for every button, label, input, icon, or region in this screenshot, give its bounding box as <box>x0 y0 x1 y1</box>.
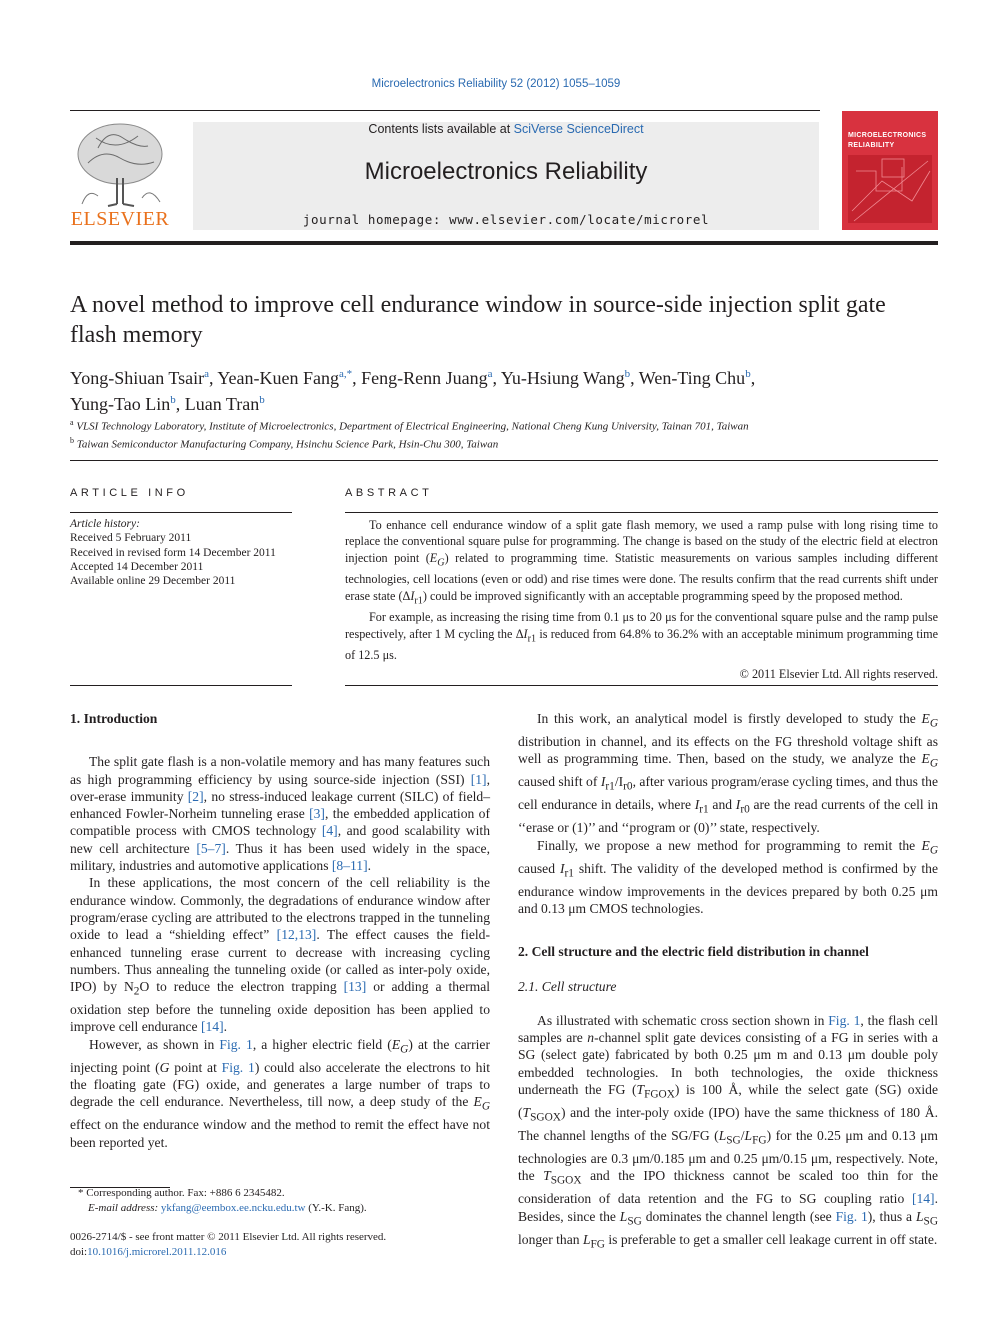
cover-title <box>848 131 934 151</box>
journal-name: Microelectronics Reliability <box>364 158 648 185</box>
section-heading: 2. Cell structure and the electric field distribution in channel <box>518 944 869 960</box>
body-paragraph: In these applications, the most concern of the cell reliability is the endurance window. Commonly, the degradations of endurance window after program/erase cycling are attributed to the electrons trapped in the tunneling oxide to lead a “shielding effect” [12,13]. The effect causes the field-enhanced tunneling erase current to decrease with increasing cycling numbers. Thus annealing the tunneling oxide (or called as inter-poly oxide, IPO) by $N_2O$ to reduce the electron trapping [13] or adding a thermal oxidation step before the tunneling oxide deposition has been applied to improve cell endurance [14]. <box>70 875 491 1035</box>
author-name: Yu-Hsiung Wang <box>500 368 625 388</box>
sciencedirect-link[interactable]: SciVerse ScienceDirect <box>513 122 644 136</box>
affiliation-text: VLSI Technology Laboratory, Institute of Microelectronics, Department of Electrical Engineering, National Cheng Kung University, Tainan 701, Taiwan <box>76 420 749 433</box>
author-name: Yong-Shiuan Tsair <box>70 368 205 388</box>
journal-citation[interactable]: Microelectronics Reliability 52 (2012) 1055–1059 <box>371 78 621 90</box>
article-title: A novel method to improve cell endurance window in source-side injection split gate flash memory <box>70 292 886 348</box>
affiliation-b <box>70 434 930 452</box>
body-paragraph: In this work, an analytical model is firstly developed to study the $E_G$ distribution in channel, and its effects on the FG threshold voltage shift as well as programming time. Then, based on the study, we analyze the $E_G$ caused shift of $I_{r1}/I_{r0}$, after various program/erase cycling times, and thus the cell endurance in details, where $I_{r1}$ and $I_{r0}$ are the read currents of the cell in ‘‘erase or (1)’’ and ‘‘program or (0)’’ state, respectively. <box>518 711 938 836</box>
abstract-bottom-rule <box>345 685 938 686</box>
elsevier-logo <box>68 118 172 230</box>
journal-cover-thumbnail[interactable] <box>842 111 938 230</box>
body-paragraph: However, as shown in Fig. 1, a higher electric field $(E_G)$ at the carrier injecting point (G point at Fig. 1) could also accelerate the electrons to hit the floating gate (FG) oxide, and generates a large number of traps to degrade the cell endurance. Nevertheless, till now, a deep study of the $E_G$ effect on the endurance window and the method to remit the effect have not been reported yet. <box>70 1036 490 1150</box>
author-affil-mark[interactable]: b <box>170 394 176 406</box>
affiliation-mark: b <box>70 435 74 445</box>
doi-line <box>70 1245 490 1260</box>
author-affil-mark[interactable]: b <box>624 368 631 380</box>
author-affil-mark[interactable]: b <box>259 394 265 406</box>
abstract-paragraph: To enhance cell endurance window of a split gate flash memory, we used a ramp pulse with long rising time to replace the conventional square pulse for programming. The change is based on the study of the electric field at electron injection point $(E_G)$ related to programming time. Statistic measurements on various samples including different technologies, cell locations (even or odd) and rise times were done. The results confirm that the read currents shift under erase state $(\Delta I_{r1})$ could be improved significantly with an acceptable programming speed by the proposed method. <box>345 518 938 607</box>
figure-link[interactable]: Fig. 1 <box>221 1059 255 1075</box>
email-label: E-mail address: <box>88 1201 159 1214</box>
contents-available-line <box>193 122 819 136</box>
page-footer <box>70 1230 490 1259</box>
body-column-left <box>70 710 490 1151</box>
author-name: Yung-Tao Lin <box>70 394 171 414</box>
citation-link[interactable]: [1] <box>470 771 487 787</box>
cover-title-line-1: MICROELECTRONICS <box>848 132 927 139</box>
affiliation-a <box>70 416 930 434</box>
body-column-right <box>518 710 938 1254</box>
footnotes <box>70 1186 490 1215</box>
abstract-body <box>345 517 938 682</box>
corresponding-author-note: * Corresponding author. Fax: +886 6 2345482. <box>78 1187 285 1199</box>
author-affil-mark[interactable]: a <box>487 368 493 380</box>
body-paragraph: As illustrated with schematic cross section shown in Fig. 1, the flash cell samples are n-channel split gate devices consisting of a FG in series with a SG (select gate) fabricated by both 0.25 μm m and 0.13 μm double poly embedded technologies. In both technologies, the oxide thickness underneath the FG $(T_{FGOX})$ is 100 Å, while the select gate (SG) oxide $(T_{SGOX})$ and the inter-poly oxide (IPO) have the same thickness of 180 Å. The channel lengths of the SG/FG $(L_{SG}/L_{FG})$ for the 0.25 μm and 0.13 μm technologies are 0.3 μm/0.185 μm and 0.25 μm/0.15 μm, respectively. Note, the $T_{SGOX}$ and the IPO thickness cannot be scaled too thin for the consideration of data retention and the FG to SG coupling ratio [14]. Besides, since the $L_{SG}$ dominates the channel length (see Fig. 1), thus a $L_{SG}$ longer than $L_{FG}$ is preferable to get a smaller cell leakage current in off state. <box>518 1012 939 1251</box>
article-info-bottom-rule <box>70 685 292 686</box>
author-affil-mark[interactable]: a,* <box>339 368 353 380</box>
header-thick-rule <box>70 241 938 245</box>
citation-link[interactable]: [3] <box>309 806 325 822</box>
history-item: Received 5 February 2011 <box>70 532 192 545</box>
author-list: Yong-Shiuan Tsair$^a$, Yean-Kuen Fang$^{a,*}$, Feng-Renn Juang$^a$, Yu-Hsiung Wang$^b$, Wen-Ting Chu$^b$, Yung-Tao Lin$^b$, Luan Tran$^b$ <box>70 368 756 414</box>
citation-link[interactable]: [12,13] <box>276 927 317 943</box>
header-top-rule <box>70 110 820 111</box>
author-affil-mark[interactable]: b <box>745 368 751 380</box>
issn-line: 0026-2714/$ - see front matter © 2011 Elsevier Ltd. All rights reserved. <box>70 1231 387 1243</box>
doi-label: doi: <box>70 1245 88 1258</box>
elsevier-tree-icon <box>68 118 172 208</box>
author-name: Yean-Kuen Fang <box>217 368 340 388</box>
section-heading: 1. Introduction <box>70 711 158 726</box>
author-name: Feng-Renn Juang <box>361 368 488 388</box>
citation-link[interactable]: [14] <box>200 1019 224 1035</box>
figure-link[interactable]: Fig. 1 <box>835 1208 868 1224</box>
citation-link[interactable]: [14] <box>911 1191 935 1207</box>
subsection-heading: 2.1. Cell structure <box>518 978 617 994</box>
abstract-heading: ABSTRACT <box>345 487 433 499</box>
figure-link[interactable]: Fig. 1 <box>219 1036 253 1052</box>
citation-link[interactable]: [13] <box>343 979 367 995</box>
figure-link[interactable]: Fig. 1 <box>828 1012 861 1028</box>
history-label: Article history: <box>70 518 140 530</box>
corresponding-text: Corresponding author. Fax: +886 6 2345482. <box>86 1187 285 1199</box>
abstract-paragraph: For example, as increasing the rising time from 0.1 μs to 20 μs for the conventional square pulse and the ramp pulse respectively, after 1 M cycling the $\Delta I_{r1}$ is reduced from 64.8% to 36.2% with an acceptable minimum programming time of 12.5 μs. <box>345 610 938 663</box>
affiliation-mark: a <box>70 418 74 427</box>
email-link[interactable]: ykfang@eembox.ee.ncku.edu.tw <box>160 1201 306 1214</box>
elsevier-wordmark: ELSEVIER <box>70 208 170 230</box>
history-item: Available online 29 December 2011 <box>70 575 236 588</box>
title-bottom-rule <box>70 460 938 461</box>
article-info-heading: ARTICLE INFO <box>70 487 189 499</box>
article-history <box>70 517 300 588</box>
history-item: Accepted 14 December 2011 <box>70 560 204 573</box>
history-item: Received in revised form 14 December 2011 <box>70 546 276 559</box>
doi-link[interactable]: 10.1016/j.microrel.2011.12.016 <box>87 1245 227 1258</box>
abstract-rule <box>345 512 938 513</box>
citation-link[interactable]: [4] <box>321 823 338 839</box>
citation-link[interactable]: [2] <box>187 788 204 804</box>
body-paragraph: Finally, we propose a new method for programming to remit the $E_G$ caused $I_{r1}$ shift. The validity of the developed method is confirmed by the endurance window improvements in the devices prepared by both 0.25 μm and 0.13 μm CMOS technologies. <box>518 837 938 916</box>
author-affil-mark[interactable]: a <box>204 368 209 380</box>
article-info-rule <box>70 512 292 513</box>
body-paragraph: The split gate flash is a non-volatile memory and has many features such as high programming efficiency by using source-side injection (SSI) [1], over-erase immunity [2], no stress-induced leakage current (SILC) of field–enhanced Fowler-Norheim tunneling erase [3], the embedded application of compatible process with CMOS technology [4], and good scalability with new cell architecture [5–7]. Thus it has been used widely in the space, military, industries and automotive applications [8–11]. <box>70 754 491 874</box>
email-note <box>70 1201 490 1216</box>
citation-link[interactable]: [8–11] <box>331 858 368 874</box>
cover-title-line-2: RELIABILITY <box>848 142 895 149</box>
contents-prefix: Contents lists available at <box>368 122 514 136</box>
journal-banner <box>193 122 819 230</box>
author-name: Luan Tran <box>184 394 260 414</box>
affiliation-text: Taiwan Semiconductor Manufacturing Company, Hsinchu Science Park, Hsin-Chu 300, Taiwan <box>76 438 499 451</box>
cover-art-icon <box>842 111 938 230</box>
copyright-notice: © 2011 Elsevier Ltd. All rights reserved. <box>739 666 938 681</box>
author-name: Wen-Ting Chu <box>638 368 746 388</box>
email-owner: (Y.-K. Fang). <box>308 1201 367 1214</box>
citation-link[interactable]: [5–7] <box>196 840 226 856</box>
journal-homepage[interactable]: journal homepage: www.elsevier.com/locate/microrel <box>302 212 710 227</box>
affiliations <box>70 416 930 451</box>
